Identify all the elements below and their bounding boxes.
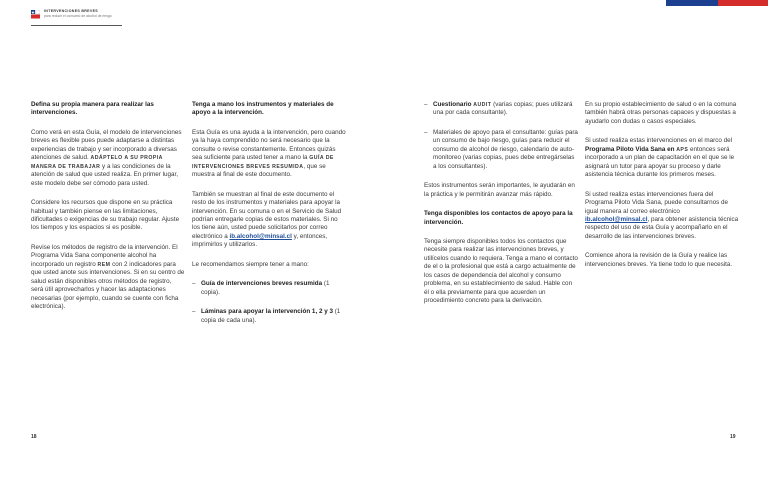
page-number: 19 [730, 434, 736, 440]
paragraph [585, 137, 739, 179]
bold-text: Programa Piloto Vida Sana en [585, 145, 677, 153]
text-run: , para obtener asistencia técnica respecto del uso de esta Guía y acompañarlo en el desarrollo de las intervenciones breves. [585, 215, 739, 240]
emphasis-text: REM [97, 261, 111, 268]
paragraph [31, 129, 185, 188]
list-item-bold: Cuestionario [433, 101, 474, 108]
list-item [192, 308, 346, 325]
text-run: (varias copias; pues utilizará una por cada consultante). [433, 101, 573, 117]
emphasis-text: ADÁPTELO A SU PROPIA MANERA DE TRABAJAR [31, 155, 163, 170]
emphasis-text: AUDIT [473, 102, 492, 108]
paragraph: Considere los recursos que dispone en su práctica habitual y también piense en las limitaciones, dificultades o exigencias de su trabajo regular. Ajuste los tiempos y los espacios si es posible. [31, 199, 180, 232]
paragraph [31, 244, 185, 312]
text-run: (1 copia). [201, 280, 330, 296]
text-run: También se muestran al final de este documento el resto de los instrumentos y materiales para apoyar la intervención. En su comuna o en el Servicio de Salud podrían entregarle copias de estos materiales. Si no los tiene aún, usted puede solicitarlos por correo electrónico a [192, 190, 342, 240]
text-run: entonces será incorporado a un plan de capacitación en el que se le asignará un tutor para apoyar su proceso y darle asistencia técnica durante los primeros meses. [585, 145, 735, 179]
text-run: (1 copia de cada una). [201, 308, 341, 324]
text-run: y a las condiciones de la atención de salud que usted realiza. En primer lugar, este modelo debe ser cómodo para usted. [31, 162, 179, 187]
paragraph: Comience ahora la revisión de la Guía y realice las intervenciones breves. Ya tiene todo lo que necesita. [585, 252, 733, 268]
text-run: , que se muestra al final de este documento. [192, 162, 326, 179]
emphasis-text: GUÍA DE INTERVENCIONES BREVES RESUMIDA [192, 155, 334, 170]
page-header [31, 9, 191, 26]
right-page [384, 0, 768, 489]
paragraph: Tenga siempre disponibles todos los contactos que necesite para realizar las intervenciones breves, y utilícelos cuando lo requiera. Tenga a mano el contacto de el o la profesional que está a cargo actualmente de los casos de dependencia del alcohol y consumo problema, en su establecimiento de salud. Hable con él o ella previamente para que acuerden un procedimiento concreto para la derivación. [424, 237, 578, 305]
paragraph [192, 191, 346, 250]
text-run: Esta Guía es una ayuda a la intervención, pero cuando ya la haya comprendido no será necesario que la consulte o revise constantemente. Entonces quizás sea suficiente para usted tener a mano la [192, 128, 346, 162]
section-heading: Defina su propia manera para realizar las intervenciones. [31, 101, 154, 117]
text-run: Como verá en esta Guía, el modelo de intervenciones breves es flexible pues puede adaptarse a distintas experiencias de trabajo y ser incorporado a diversas atenciones de salud. [31, 128, 182, 162]
paragraph [192, 129, 346, 180]
text-run: con 2 indicadores para que usted anote sus intervenciones. Si en su centro de salud están disponibles otros métodos de registro, será útil aprovecharlos y hacer las adaptaciones necesarias (por ejemplo, cuando se cuente con ficha electrónica). [31, 260, 185, 311]
header-divider [31, 25, 122, 26]
right-column-2 [585, 101, 739, 280]
paragraph: En su propio establecimiento de salud o en la comuna también habrá otras personas capaces y dispuestas a ayudarlo con dudas o casos especiales. [585, 101, 737, 125]
text-run: Revise los métodos de registro de la intervención. El Programa Vida Sana componente alcohol ha incorporado un registro [31, 243, 178, 268]
list-item [424, 101, 578, 118]
government-logo-icon [31, 10, 40, 20]
text-run: y, entonces, imprimirlos y utilizarlos. [192, 232, 328, 249]
list-item-bold: Láminas para apoyar la intervención 1, 2 y 3 [201, 308, 333, 316]
header-title: INTERVENCIONES BREVES [44, 9, 98, 13]
email-link[interactable]: ib.alcohol@minsal.cl [229, 232, 292, 240]
flag-red-segment [718, 0, 768, 6]
list-item [192, 280, 346, 297]
flag-blue-segment [666, 0, 718, 6]
emphasis-text: APS [676, 146, 689, 153]
paragraph [585, 191, 739, 242]
section-heading: Tenga disponibles los contactos de apoyo para la intervención. [424, 210, 573, 226]
list-item: – Materiales de apoyo para el consultante: guías para un consumo de bajo riesgo, guías para reducir el consumo de alcohol de riesgo, calendario de auto-monitoreo (varias copias, pues debe entregárselas a los consultantes). [424, 129, 578, 171]
list-item-bold: Guía de intervenciones breves resumida [201, 280, 323, 288]
flag-stripe [666, 0, 768, 6]
paragraph: Estos instrumentos serán importantes, le ayudarán en la práctica y le permitirán avanzar más rápido. [424, 182, 575, 198]
email-link[interactable]: ib.alcohol@minsal.cl [585, 215, 648, 223]
paragraph: Le recomendamos siempre tener a mano: [192, 260, 309, 268]
left-column-1 [31, 101, 185, 323]
header-subtitle: para reducir el consumo de alcohol de riesgo [44, 14, 112, 18]
left-column-2 [192, 101, 346, 336]
text-run: Si usted realiza estas intervenciones en el marco del [585, 137, 733, 145]
section-heading: Tenga a mano los instrumentos y materiales de apoyo a la intervención. [192, 101, 334, 117]
text-run: Si usted realiza estas intervenciones fuera del Programa Piloto Vida Sana, puede consultarnos de igual manera al correo electrónico [585, 190, 729, 215]
page-number: 18 [31, 434, 37, 440]
right-column-1 [424, 101, 578, 317]
